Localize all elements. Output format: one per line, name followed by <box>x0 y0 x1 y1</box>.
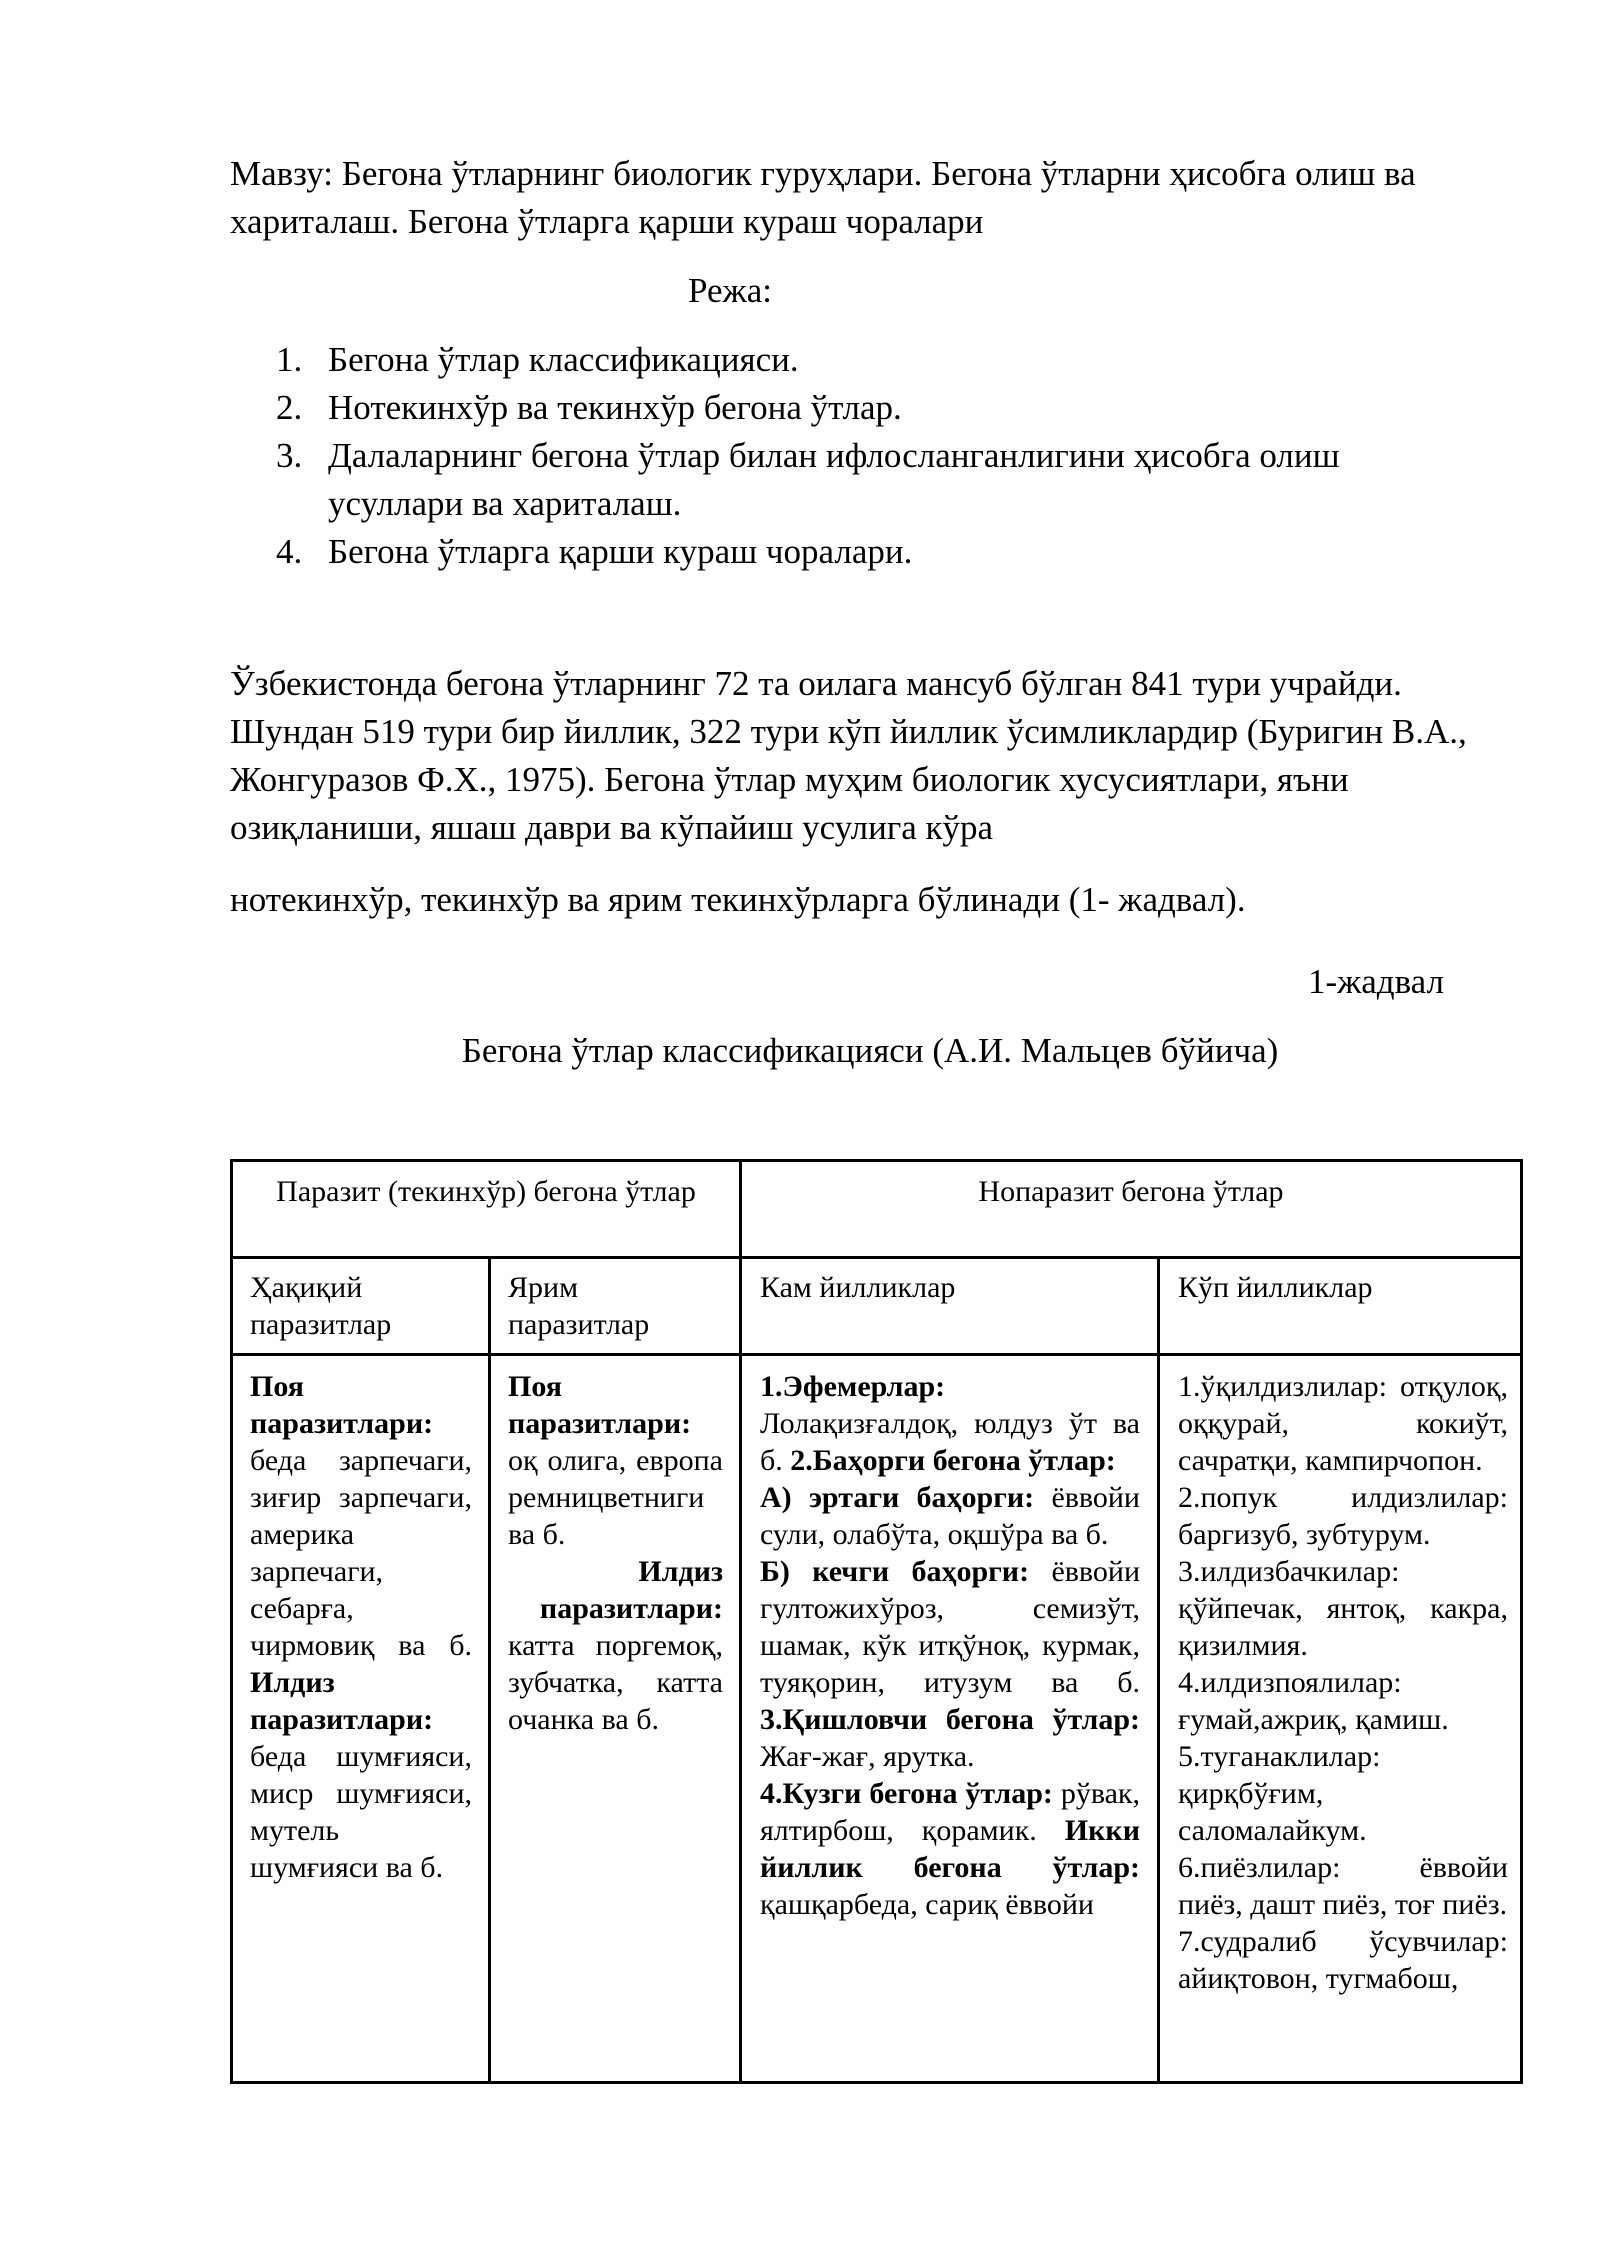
cell-text: 5.туганаклилар: қирқбўғим, саломалайкум. <box>1178 1740 1381 1847</box>
plan-item-number: 1. <box>276 340 303 379</box>
cell-text: оқ олига, европа ремницветниги ва б. <box>508 1444 723 1551</box>
table-subheader-annuals: Кам йилликлар <box>760 1271 956 1304</box>
table-title: Бегона ўтлар классификацияси (А.И. Мальцев бўйича) <box>461 1031 1279 1070</box>
plan-list <box>230 336 1470 576</box>
table-rule <box>739 1159 742 2084</box>
cell-text: ёввойи гултожихўроз, семизўт, шамак, кўк итқўноқ, курмак, туяқорин, итузум ва б. <box>760 1555 1141 1699</box>
cell-heading: Поя паразитлари: <box>250 1370 434 1440</box>
plan-item-text: Нотекинхўр ва текинхўр бегона ўтлар. <box>328 388 902 427</box>
topic-heading: Мавзу: Бегона ўтларнинг биологик гуруҳлари. Бегона ўтларни ҳисобга олиш ва хариталаш. Бегона ўтларга қарши кураш чоралари <box>230 154 1416 241</box>
table-rule <box>230 1256 1523 1259</box>
cell-text: рўвак, ялтирбош, қорамик. <box>760 1777 1141 1847</box>
plan-item <box>230 528 1470 576</box>
plan-item-text: Далаларнинг бегона ўтлар билан ифлосланганлигини ҳисобга олиш усуллари ва хариталаш. <box>328 436 1340 523</box>
table-cell-true-parasites <box>250 1368 472 1886</box>
table-rule <box>488 1256 491 2084</box>
table-border-right <box>1520 1159 1523 2084</box>
cell-heading: Икки йиллик бегона ўтлар: <box>760 1814 1140 1884</box>
cell-text: ёввойи сули, олабўта, оқшўра ва б. <box>760 1481 1140 1551</box>
table-cell-semi-parasites <box>508 1368 723 1738</box>
plan-item-text: Бегона ўтларга қарши кураш чоралари. <box>328 532 913 571</box>
cell-text: Лолақизғалдоқ, юлдуз ўт ва б. <box>760 1407 1140 1477</box>
table-border-bottom <box>230 2081 1523 2084</box>
cell-heading: Илдиз паразитлари: <box>250 1666 434 1736</box>
cell-text: Жағ-жағ, ярутка. <box>760 1740 975 1773</box>
table-header-nonparasitic: Нопаразит бегона ўтлар <box>978 1175 1284 1208</box>
plan-title: Режа: <box>688 271 772 310</box>
plan-item <box>230 336 1470 384</box>
cell-text: 4.илдизпоялилар: ғумай,ажриқ, қамиш. <box>1178 1666 1449 1736</box>
cell-heading: Б) кечги баҳорги: <box>760 1555 1030 1588</box>
table-subheader-true-parasites: Ҳақиқий паразитлар <box>250 1271 392 1341</box>
cell-text: 7.судралиб ўсувчилар: айиқтовон, тугмабош, <box>1178 1925 1508 1995</box>
plan-item-number: 4. <box>276 532 303 571</box>
cell-text: 6.пиёзлилар: ёввойи пиёз, дашт пиёз, тоғ пиёз. <box>1178 1851 1508 1921</box>
plan-item-number: 3. <box>276 436 303 475</box>
table-border-left <box>230 1159 233 2084</box>
cell-heading: А) эртаги баҳорги: <box>760 1481 1035 1514</box>
cell-text: 2.попук илдизлилар: баргизуб, зубтурум. <box>1178 1481 1508 1551</box>
table-border-top <box>230 1159 1523 1162</box>
cell-heading: 3.Қишловчи бегона ўтлар: <box>760 1703 1140 1736</box>
table-number: 1-жадвал <box>1307 962 1444 1001</box>
table-subheader-perennials: Кўп йилликлар <box>1178 1271 1373 1304</box>
cell-text: 3.илдизбачкилар: қўйпечак, янтоқ, какра, қизилмия. <box>1178 1555 1508 1662</box>
table-cell-perennials <box>1178 1368 1508 1997</box>
table-rule <box>1157 1256 1160 2084</box>
table-cell-annuals <box>760 1368 1140 1923</box>
cell-text: беда шумғияси, миср шумғияси, мутель шумғияси ва б. <box>250 1740 472 1884</box>
plan-item <box>230 384 1470 432</box>
intro-paragraph: Ўзбекистонда бегона ўтларнинг 72 та оилага мансуб бўлган 841 тури учрайди. Шундан 519 тури бир йиллик, 322 тури кўп йиллик ўсимликлардир (Буригин В.А., Жонгуразов Ф.Х., 1975). Бегона ўтлар муҳим биологик хусусиятлари, яъни озиқланиши, яшаш даври ва кўпайиш усулига кўра <box>230 664 1467 847</box>
plan-item-number: 2. <box>276 388 303 427</box>
cell-text: катта поргемоқ, зубчатка, катта очанка ва б. <box>508 1629 723 1736</box>
cell-text: беда зарпечаги, зиғир зарпечаги, америка зарпечаги, себарға, чирмовиқ ва б. <box>250 1444 472 1662</box>
cell-text: қашқарбеда, сариқ ёввойи <box>760 1888 1094 1921</box>
intro-paragraph-end: нотекинхўр, текинхўр ва ярим текинхўрларга бўлинади (1- жадвал). <box>230 880 1246 919</box>
cell-heading: Илдиз паразитлари: <box>539 1555 723 1625</box>
plan-item-text: Бегона ўтлар классификацияси. <box>328 340 799 379</box>
table-rule <box>230 1353 1523 1356</box>
cell-heading: 1.Эфемерлар: <box>760 1370 946 1403</box>
cell-heading: 4.Кузги бегона ўтлар: <box>760 1777 1053 1810</box>
table-subheader-semi-parasites: Ярим паразитлар <box>508 1271 650 1341</box>
plan-item <box>230 432 1470 528</box>
cell-heading: Поя паразитлари: <box>508 1370 692 1440</box>
table-header-parasitic: Паразит (текинхўр) бегона ўтлар <box>276 1175 696 1208</box>
cell-heading: 2.Баҳорги бегона ўтлар: <box>790 1444 1116 1477</box>
cell-text: 1.ўқилдизлилар: отқулоқ, оққурай, кокиўт, сачратқи, кампирчопон. <box>1178 1370 1508 1477</box>
